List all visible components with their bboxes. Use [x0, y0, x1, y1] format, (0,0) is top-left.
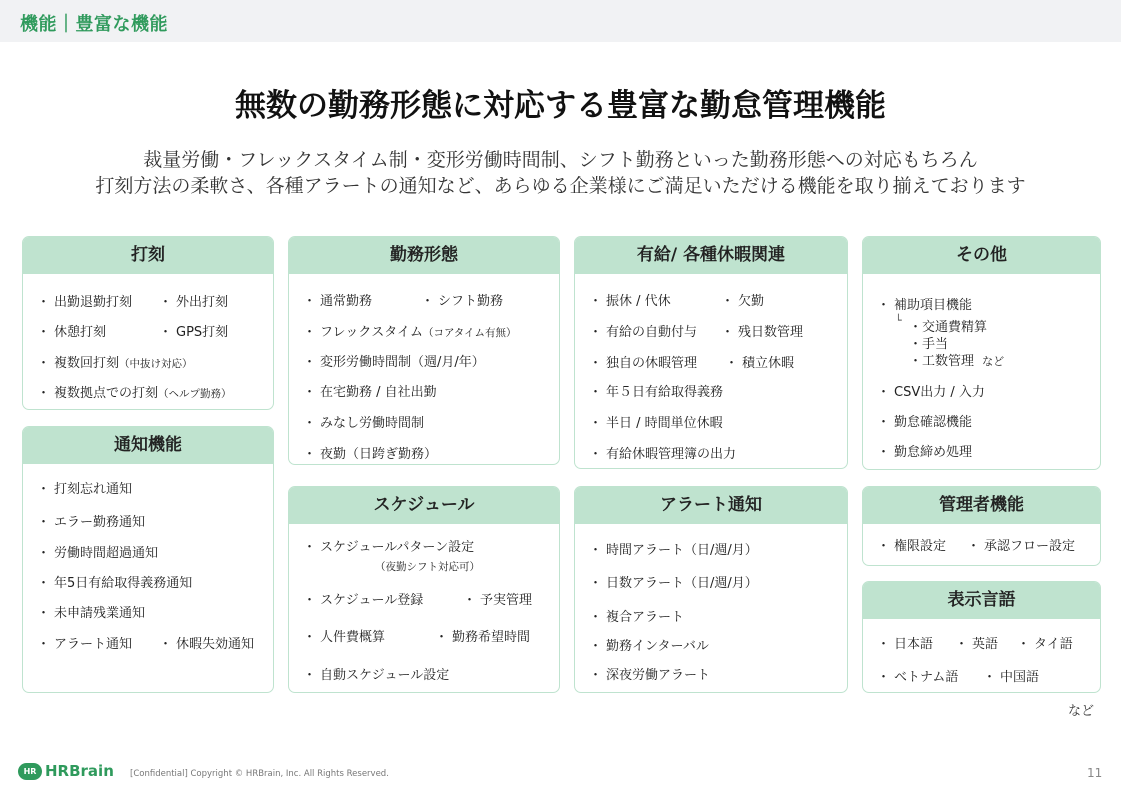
feature-item: ・ 複数拠点での打刻（ヘルプ勤務） — [37, 386, 232, 401]
feature-item: ・ 振休 / 代休 ・ 欠勤 — [589, 294, 765, 309]
feature-item: ・ 独自の休暇管理 ・ 積立休暇 — [589, 356, 795, 371]
card-title: アラート通知 — [575, 487, 847, 524]
feature-item: ・ 勤務インターバル — [589, 639, 709, 654]
feature-item: ・ CSV出力 / 入力 — [877, 385, 985, 400]
subheadline-line-1: 裁量労働・フレックスタイム制・変形労働時間制、シフト勤務といった勤務形態への対応もちろん — [143, 149, 978, 171]
card-title: 勤務形態 — [289, 237, 559, 274]
feature-item: ・ エラー勤務通知 — [37, 515, 146, 530]
feature-item: ・ 勤怠締め処理 — [877, 445, 973, 460]
page-headline: 無数の勤務形態に対応する豊富な勤怠管理機能 — [235, 88, 886, 124]
feature-item: ・ 休憩打刻 ・ GPS打刻 — [37, 325, 229, 340]
feature-item: ・ 権限設定 ・ 承認フロー設定 — [877, 539, 1076, 554]
feature-item: ・ 出勤退勤打刻 ・ 外出打刻 — [37, 295, 229, 310]
sub-feature-item: ・交通費精算 — [909, 320, 988, 335]
feature-item: ・ 自動スケジュール設定 — [303, 668, 450, 683]
feature-item: ・ フレックスタイム（コアタイム有無） — [303, 325, 517, 340]
feature-item: ・ 在宅勤務 / 自社出勤 — [303, 385, 437, 400]
card-tsuchi — [22, 426, 274, 693]
card-kanrisha — [862, 486, 1101, 566]
feature-item: ・ 未申請残業通知 — [37, 606, 146, 621]
card-alert — [574, 486, 848, 693]
card-display-language — [862, 581, 1101, 693]
logo-mark-icon: HR — [18, 763, 42, 780]
feature-item: ・ 有給休暇管理簿の出力 — [589, 447, 737, 462]
feature-item: ・ 通常勤務 ・ シフト勤務 — [303, 294, 504, 309]
card-schedule — [288, 486, 560, 693]
sub-feature-item: ・手当 — [909, 337, 949, 352]
feature-item: ・ 複合アラート — [589, 610, 685, 625]
subheadline-line-2: 打刻方法の柔軟さ、各種アラートの通知など、あらゆる企業様にご満足いただける機能を取り揃えております — [95, 175, 1026, 197]
feature-item: ・ スケジュールパターン設定 — [303, 540, 475, 555]
feature-note: （夜勤シフト対応可） — [375, 561, 480, 573]
card-title: スケジュール — [289, 487, 559, 524]
feature-item: ・ 補助項目機能 — [877, 298, 973, 313]
feature-item: ・ 有給の自動付与 ・ 残日数管理 — [589, 325, 804, 340]
etc-note: など — [1068, 704, 1095, 719]
feature-item: ・ 打刻忘れ通知 — [37, 482, 133, 497]
corner-glyph: └ — [895, 314, 902, 327]
feature-item: ・ 年5日有給取得義務通知 — [37, 576, 193, 591]
feature-item: ・ 半日 / 時間単位休暇 — [589, 416, 723, 431]
card-sonota — [862, 236, 1101, 470]
feature-item: ・ 時間アラート（日/週/月） — [589, 543, 758, 558]
hrbrain-logo — [18, 762, 114, 780]
feature-item: ・ 年５日有給取得義務 — [589, 385, 724, 400]
feature-item: ・ 変形労働時間制（週/月/年） — [303, 355, 485, 370]
feature-item: ・ 日本語 ・ 英語 ・ タイ語 — [877, 637, 1073, 652]
page-number: 11 — [1087, 766, 1103, 780]
feature-item: ・ 日数アラート（日/週/月） — [589, 576, 758, 591]
card-title: 通知機能 — [23, 427, 273, 464]
feature-item: ・ アラート通知 ・ 休暇失効通知 — [37, 637, 255, 652]
top-bar — [0, 0, 1121, 42]
feature-item: ・ 夜勤（日跨ぎ勤務） — [303, 447, 438, 462]
feature-item: ・ 勤怠確認機能 — [877, 415, 973, 430]
feature-item: ・ 人件費概算 ・ 勤務希望時間 — [303, 630, 531, 645]
sub-feature-item: ・工数管理 など — [909, 354, 1005, 369]
feature-item: ・ スケジュール登録 ・ 予実管理 — [303, 593, 533, 608]
card-dakoku — [22, 236, 274, 410]
card-yukyu-kyuka — [574, 236, 848, 469]
logo-wordmark: HRBrain — [45, 762, 114, 780]
section-title: 機能｜豊富な機能 — [20, 14, 168, 35]
card-title: 有給/ 各種休暇関連 — [575, 237, 847, 274]
feature-item: ・ 複数回打刻（中抜け対応） — [37, 356, 193, 371]
feature-item: ・ 深夜労働アラート — [589, 668, 711, 683]
card-title: 表示言語 — [863, 582, 1100, 619]
card-kinmu-keitai — [288, 236, 560, 465]
feature-item: ・ みなし労働時間制 — [303, 416, 425, 431]
copyright-text: [Confidential] Copyright © HRBrain, Inc. All Rights Reserved. — [130, 769, 389, 779]
feature-item: ・ ベトナム語 ・ 中国語 — [877, 670, 1040, 685]
feature-item: ・ 労働時間超過通知 — [37, 546, 159, 561]
card-title: その他 — [863, 237, 1100, 274]
card-title: 打刻 — [23, 237, 273, 274]
card-title: 管理者機能 — [863, 487, 1100, 524]
